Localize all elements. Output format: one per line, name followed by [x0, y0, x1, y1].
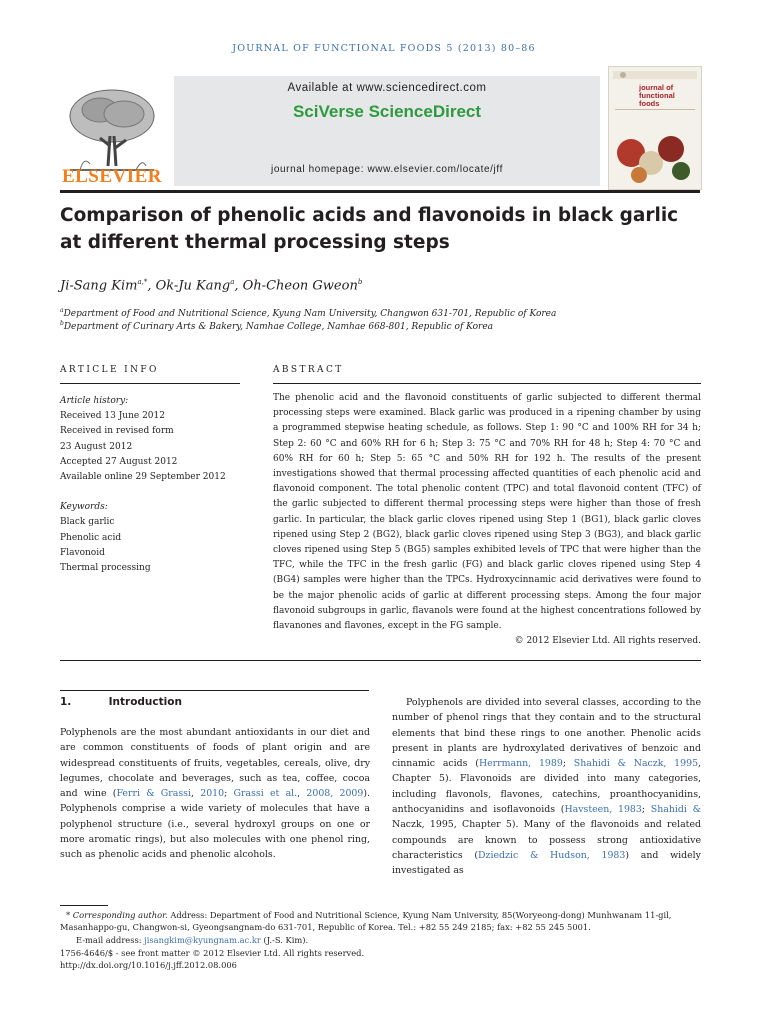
author-2: Ok-Ju Kang: [155, 278, 231, 294]
sciencedirect-banner: [174, 76, 600, 186]
reference-link[interactable]: Shahidi &: [650, 804, 701, 816]
email-tail: (J.-S. Kim).: [260, 935, 309, 945]
body-text: Naczk, 1995, Chapter 5). Many of the flavonoids and related compounds are known to possess strong antioxidative characteristics (: [392, 819, 701, 861]
keyword: Flavonoid: [60, 547, 105, 558]
intro-right-column: [392, 695, 701, 879]
reference-link[interactable]: Ferri & Grassi: [116, 788, 191, 800]
email-footnote: [60, 934, 710, 946]
reference-link[interactable]: Grassi et al.: [233, 788, 298, 800]
affiliation-mark: b: [60, 320, 64, 327]
affiliation-mark: a: [60, 307, 64, 314]
reference-link[interactable]: Shahidi & Naczk, 1995: [573, 758, 699, 770]
article-info: [60, 394, 240, 576]
elsevier-wordmark: ELSEVIER: [61, 166, 163, 187]
doi-link[interactable]: http://dx.doi.org/10.1016/j.jff.2012.08.006: [60, 960, 237, 970]
journal-running-head: JOURNAL OF FUNCTIONAL FOODS 5 (2013) 80–86: [232, 43, 536, 54]
affiliation-text: Department of Curinary Arts & Bakery, Namhae College, Namhae 668-801, Republic of Korea: [63, 322, 494, 332]
section-heading-introduction: [60, 696, 182, 708]
history-item: Received 13 June 2012: [60, 411, 165, 422]
corresponding-label: * Corresponding author.: [66, 910, 168, 920]
author-2-affiliation-mark: a: [230, 278, 235, 286]
available-at-text: Available at www.sciencedirect.com: [287, 82, 487, 94]
cover-title: journal of functional foods: [639, 83, 675, 108]
reference-link[interactable]: Dziedzic & Hudson, 1983: [478, 849, 626, 861]
journal-homepage-text[interactable]: journal homepage: www.elsevier.com/locate/jff: [271, 164, 503, 175]
section-title: Introduction: [108, 696, 182, 708]
abstract-bottom-rule: [60, 660, 701, 661]
header-rule: [60, 190, 700, 193]
corresponding-text: Address: Department of Food and Nutritional Science, Kyung Nam University, 85(Woryeong-dong) Munhwanam 11-gil, Masanhappo-gu, Changwon-si, Gyeongsangnam-do 631-701, Republic of Korea. Tel.: +82 55 249 2185; fax: +82 55 245 5001.: [60, 910, 672, 933]
keyword: Black garlic: [60, 517, 115, 528]
sciverse-sciencedirect-brand[interactable]: SciVerse ScienceDirect: [292, 102, 482, 121]
article-info-rule: [60, 383, 240, 384]
reference-link[interactable]: 2010: [200, 788, 225, 800]
email-link[interactable]: jisangkim@kyungnam.ac.kr: [144, 935, 261, 945]
body-text: Polyphenols are the most abundant antioxidants in our diet and are common constituents of foods of plant origin and are widespread constituents of fruits, vegetables, cereals, olive, dry legumes, chocolate and beverages, such as tea, coffee, cocoa and wine (: [60, 727, 370, 800]
article-title: [60, 202, 710, 256]
reference-link[interactable]: Herrmann, 1989: [478, 758, 563, 770]
affiliation-b: [60, 320, 700, 332]
reference-link[interactable]: 2008, 2009: [306, 788, 364, 800]
author-separator: ,: [147, 278, 156, 294]
section-number: 1.: [60, 696, 72, 708]
author-1: Ji-Sang Kim: [60, 278, 138, 294]
affiliation-text: Department of Food and Nutritional Science, Kyung Nam University, Changwon 631-701, Republic of Korea: [63, 309, 557, 319]
intro-left-column: [60, 725, 370, 863]
article-info-label: ARTICLE INFO: [60, 365, 159, 375]
author-1-affiliation-mark: a,*: [137, 278, 148, 286]
body-text: ,: [297, 788, 307, 800]
email-label: E-mail address:: [76, 935, 145, 945]
author-3: Oh-Cheon Gweon: [242, 278, 358, 294]
title-line-2: at different thermal processing steps: [60, 232, 450, 253]
history-item: Received in revised form: [60, 426, 174, 437]
author-3-affiliation-mark: b: [357, 278, 363, 286]
author-separator: ,: [234, 278, 243, 294]
keyword: Thermal processing: [60, 563, 151, 574]
journal-cover-image: [608, 66, 702, 190]
intro-heading-rule: [60, 690, 369, 691]
footnote-rule: [60, 905, 108, 906]
corresponding-author-footnote: [60, 909, 710, 934]
keywords-label: Keywords:: [60, 502, 108, 513]
body-text: ;: [224, 788, 234, 800]
abstract-rule: [273, 383, 701, 384]
history-item: 23 August 2012: [60, 441, 133, 452]
body-text: ). Polyphenols comprise a wide variety of molecules that have a polyphenol structure (i.e., several hydroxyl groups on one or more aromatic rings), but also molecules with one phenol ring, such as phenolic acids and phenolic alcohols.: [60, 788, 370, 861]
keyword: Phenolic acid: [60, 532, 122, 543]
author-list: [60, 278, 700, 293]
article-history-label: Article history:: [60, 396, 129, 406]
body-text: ,: [191, 788, 201, 800]
body-text: ) and widely investigated as: [392, 849, 701, 877]
issn-line: 1756-4646/$ - see front matter © 2012 Elsevier Ltd. All rights reserved.: [60, 948, 365, 958]
history-item: Accepted 27 August 2012: [60, 456, 178, 467]
body-text: ;: [562, 758, 574, 770]
body-text: Polyphenols are divided into several classes, according to the number of phenol rings that they contain and to the structural elements that bind these rings to one another. Phenolic acids present in plants are hydroxylated derivatives of benzoic and cinnamic acids (: [392, 697, 701, 770]
title-line-1: Comparison of phenolic acids and flavonoids in black garlic: [60, 205, 679, 226]
abstract-label: ABSTRACT: [273, 365, 344, 375]
history-item: Available online 29 September 2012: [60, 472, 226, 483]
reference-link[interactable]: Havsteen, 1983: [564, 804, 642, 816]
abstract-text: The phenolic acid and the flavonoid constituents of garlic subjected to different thermal processing steps were examined. Black garlic was produced in a ripening chamber by using a programmed stepwise heating schedule, as follows. Step 1: 90 °C and 100% RH for 34 h; Step 2: 60 °C and 60% RH for 6 h; Step 3: 75 °C and 70% RH for 48 h; Step 4: 70 °C and 60% RH for 60 h; Step 5: 65 °C and 50% RH for 192 h. The results of the present investigations showed that thermal processing affected quantities of each phenolic acid and flavonoid component. The total phenolic content (TPC) and total flavonoid content (TFC) of the garlic subjected to different thermal processing steps were higher than those of fresh garlic. In particular, the black garlic cloves ripened using Step 1 (BG1), black garlic cloves ripened using Step 2 (BG2), black garlic cloves ripened using Step 3 (BG3), and black garlic cloves ripened using Step 5 (BG5) samples exhibited levels of TPC that were higher than the TFC, while the TFC in the fresh garlic (FG) and black garlic cloves ripened using Step 4 (BG4) samples were higher than the TPCs. Hydroxycinnamic acid derivatives were found to be the major phenolic acids of garlic at different processing steps. Among the four major flavonoid subgroups in garlic, flavanols were found at the highest concentrations followed by flavanones and flavones, except in the FG sample.: [273, 393, 701, 632]
body-text: , Chapter 5). Flavonoids are divided into many categories, including flavonols, flavones, catechins, proanthocyanidins, anthocyanidins and isoflavonoids (: [392, 758, 702, 816]
affiliation-a: [60, 307, 700, 319]
body-text: ;: [641, 804, 651, 816]
copyright-notice: © 2012 Elsevier Ltd. All rights reserved.: [514, 636, 701, 647]
abstract-body: [273, 391, 701, 649]
